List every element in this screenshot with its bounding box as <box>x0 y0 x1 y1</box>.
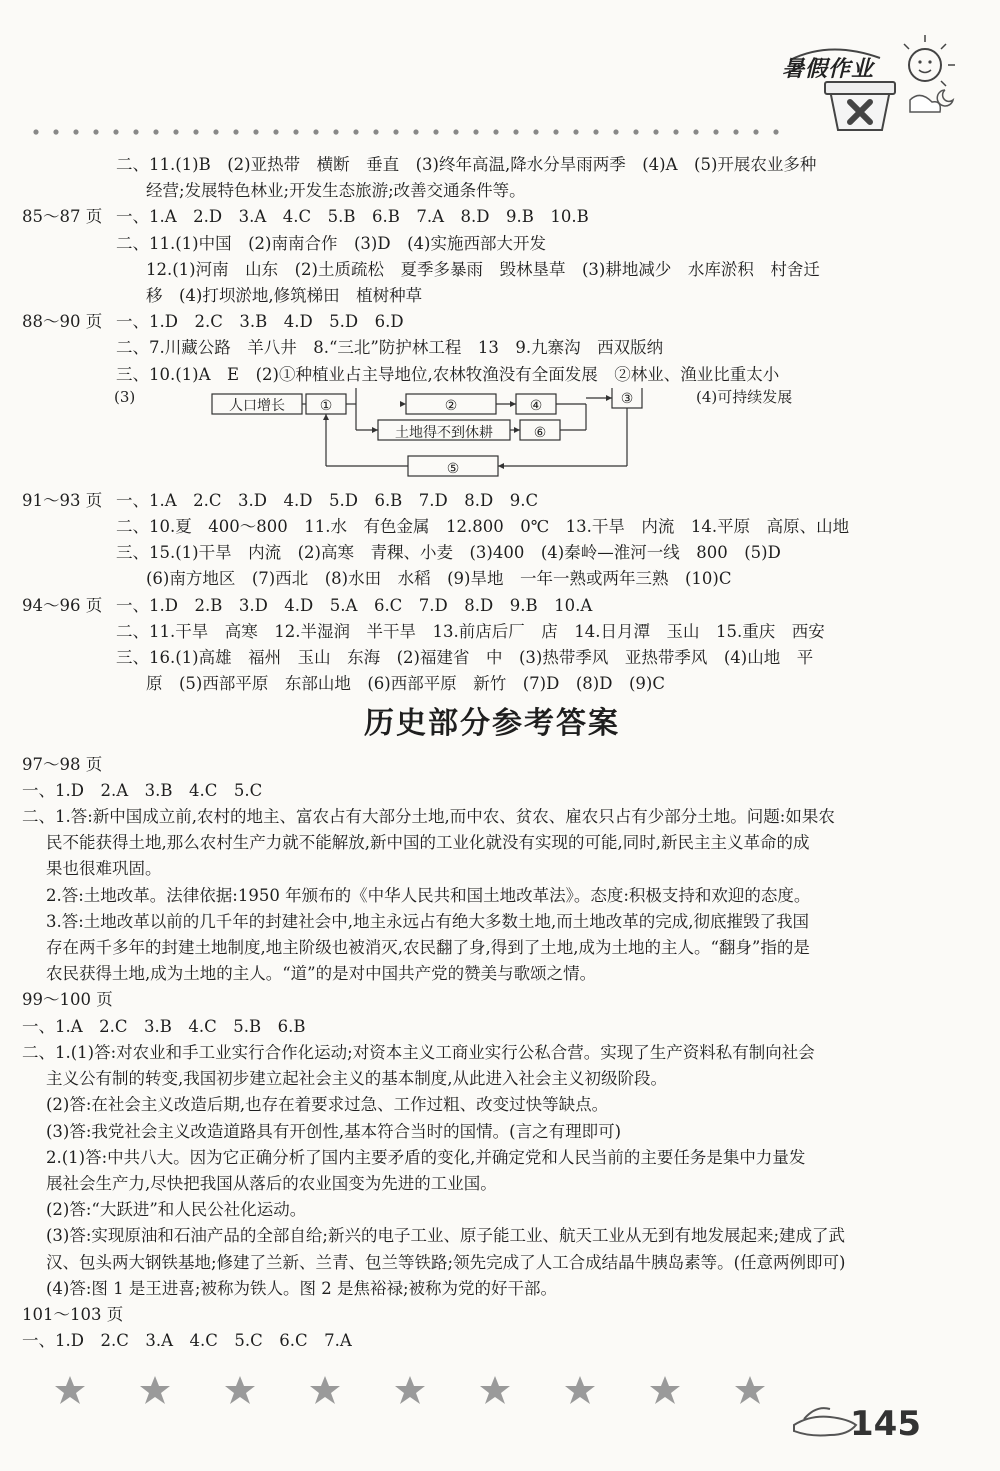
answer-line: 二、11.(1)B (2)亚热带 横断 垂直 (3)终年高温,降水分旱雨两季 (4)A (5)开展农业多种 <box>116 155 817 174</box>
answer-line: 二、7.川藏公路 羊八井 8.“三北”防护林工程 13 9.九寨沟 西双版纳 <box>116 338 664 358</box>
answer-line: 主义公有制的转变,我国初步建立起社会主义的基本制度,从此进入社会主义初级阶段。 <box>46 1069 667 1089</box>
flow-diagram <box>116 388 962 488</box>
diagram-answer-label: (4)可持续发展 <box>696 387 793 406</box>
page-range-label: 101～103 页 <box>22 1304 124 1324</box>
summer-homework-logo <box>770 30 970 140</box>
page-range-label: 94～96 页 <box>22 595 103 615</box>
dotted-divider <box>30 122 790 142</box>
answer-line: 汉、包头两大钢铁基地;修建了兰新、兰青、包兰等铁路;领先完成了人工合成结晶牛胰岛素等。(任意两例即可) <box>46 1252 846 1272</box>
diagram-box-5: ⑤ <box>446 460 460 477</box>
answer-line: 2.答:土地改革。法律依据:1950 年颁布的《中华人民共和国土地改革法》。态度:积极支持和欢迎的态度。 <box>46 885 811 905</box>
answer-line: 二、11.(1)中国 (2)南南合作 (3)D (4)实施西部大开发 <box>116 233 546 253</box>
answer-line: 二、10.夏 400～800 11.水 有色金属 12.800 0℃ 13.干旱 内流 14.平原 高原、山地 <box>116 517 850 537</box>
diagram-box-3: ③ <box>620 390 634 407</box>
answer-text: 一、1.D 2.C 3.B 4.D 5.D 6.D <box>116 312 404 332</box>
answer-line: 一、1.D 2.C 3.A 4.C 5.C 6.C 7.A <box>22 1331 352 1351</box>
answer-line: 农民获得土地,成为土地的主人。“道”的是对中国共产党的赞美与歌颂之情。 <box>46 964 597 984</box>
page-range-label: 88～90 页 <box>22 312 103 332</box>
answer-line <box>22 309 962 335</box>
answer-line <box>22 593 962 619</box>
page-range-label: 91～93 页 <box>22 490 103 510</box>
answer-line: (3)答:实现原油和石油产品的全部自给;新兴的电子工业、原子能工业、航天工业从无到有地发展起来;建成了武 <box>46 1226 846 1246</box>
answer-line: 12.(1)河南 山东 (2)土质疏松 夏季多暴雨 毁林垦草 (3)耕地减少 水库淤积 村舍迁 <box>146 259 820 279</box>
page-range-label: 99～100 页 <box>22 990 113 1010</box>
answer-line: 原 (5)西部平原 东部山地 (6)西部平原 新竹 (7)D (8)D (9)C <box>146 674 665 694</box>
logo-text: 暑假作业 <box>782 56 875 82</box>
answer-text: 一、1.A 2.C 3.D 4.D 5.D 6.B 7.D 8.D 9.C <box>116 490 539 510</box>
answer-line: 三、10.(1)A E (2)①种植业占主导地位,农林牧渔没有全面发展 ②林业、渔业比重太小 <box>116 364 780 384</box>
answer-line: (2)答:“大跃进”和人民公社化运动。 <box>46 1200 307 1220</box>
answer-line: 经营;发展特色林业;开发生态旅游;改善交通条件等。 <box>146 181 526 201</box>
answer-line: 一、1.A 2.C 3.B 4.C 5.B 6.B <box>22 1016 306 1036</box>
star-border <box>40 1370 800 1410</box>
answer-line: 二、11.干旱 高寒 12.半湿润 半干旱 13.前店后厂 店 14.日月潭 玉山 15.重庆 西安 <box>116 621 825 641</box>
answer-line: 展社会生产力,尽快把我国从落后的农业国变为先进的工业国。 <box>46 1173 497 1193</box>
diagram-box-land: 土地得不到休耕 <box>395 424 493 441</box>
answer-line: 果也很难巩固。 <box>46 859 162 879</box>
answer-line: 三、16.(1)高雄 福州 玉山 东海 (2)福建省 中 (3)热带季风 亚热带季风 (4)山地 平 <box>116 648 814 668</box>
answer-line: 二、1.答:新中国成立前,农村的地主、富农占有大部分土地,而中农、贫农、雇农只占有少部分土地。问题:如果农 <box>22 807 835 827</box>
diagram-box-2: ② <box>444 397 458 414</box>
answer-line: (2)答:在社会主义改造后期,也存在着要求过急、工作过粗、改变过快等缺点。 <box>46 1095 609 1115</box>
answer-line: 2.(1)答:中共八大。因为它正确分析了国内主要矛盾的变化,并确定党和人民当前的主要任务是集中力量发 <box>46 1147 806 1167</box>
page-range-label: 85～87 页 <box>22 207 103 227</box>
diagram-box-6: ⑥ <box>533 424 547 441</box>
page-range-label: 97～98 页 <box>22 754 103 774</box>
answer-line: 三、15.(1)干旱 内流 (2)高寒 青稞、小麦 (3)400 (4)秦岭—淮河一线 800 (5)D <box>116 543 781 563</box>
answer-line: 民不能获得土地,那么农村生产力就不能解放,新中国的工业化就没有实现的可能,同时,新民主主义革命的成 <box>46 833 810 853</box>
diagram-box-4: ④ <box>529 397 543 414</box>
diagram-box-1: ① <box>319 397 333 414</box>
answer-line: 移 (4)打坝淤地,修筑梯田 植树种草 <box>146 286 423 306</box>
section-title: 历史部分参考答案 <box>364 706 620 742</box>
answer-line: 二、1.(1)答:对农业和手工业实行合作化运动;对资本主义工商业实行公私合营。实现了生产资料私有制向社会 <box>22 1042 815 1062</box>
answer-line <box>22 488 962 514</box>
diagram-box-population: 人口增长 <box>229 397 285 414</box>
answer-line <box>22 204 962 230</box>
answer-text: 一、1.A 2.D 3.A 4.C 5.B 6.B 7.A 8.D 9.B 10.B <box>116 207 589 227</box>
answer-line: 3.答:土地改革以前的几千年的封建社会中,地主永远占有绝大多数土地,而土地改革的完成,彻底摧毁了我国 <box>46 911 810 931</box>
answer-line: (6)南方地区 (7)西北 (8)水田 水稻 (9)旱地 一年一熟或两年三熟 (10)C <box>146 569 732 589</box>
answer-line: (4)答:图 1 是王进喜;被称为铁人。图 2 是焦裕禄;被称为党的好干部。 <box>46 1278 558 1298</box>
answer-line: 一、1.D 2.A 3.B 4.C 5.C <box>22 780 263 800</box>
answer-text: 一、1.D 2.B 3.D 4.D 5.A 6.C 7.D 8.D 9.B 10.A <box>116 595 593 615</box>
diagram-question-label: (3) <box>114 387 136 406</box>
answer-page <box>22 152 962 1354</box>
page-number: 145 <box>850 1404 921 1444</box>
answer-line: (3)答:我党社会主义改造道路具有开创性,基本符合当时的国情。(言之有理即可) <box>46 1121 622 1141</box>
answer-line: 存在两千多年的封建土地制度,地主阶级也被消灭,农民翻了身,得到了土地,成为土地的主人。“翻身”指的是 <box>46 938 810 958</box>
